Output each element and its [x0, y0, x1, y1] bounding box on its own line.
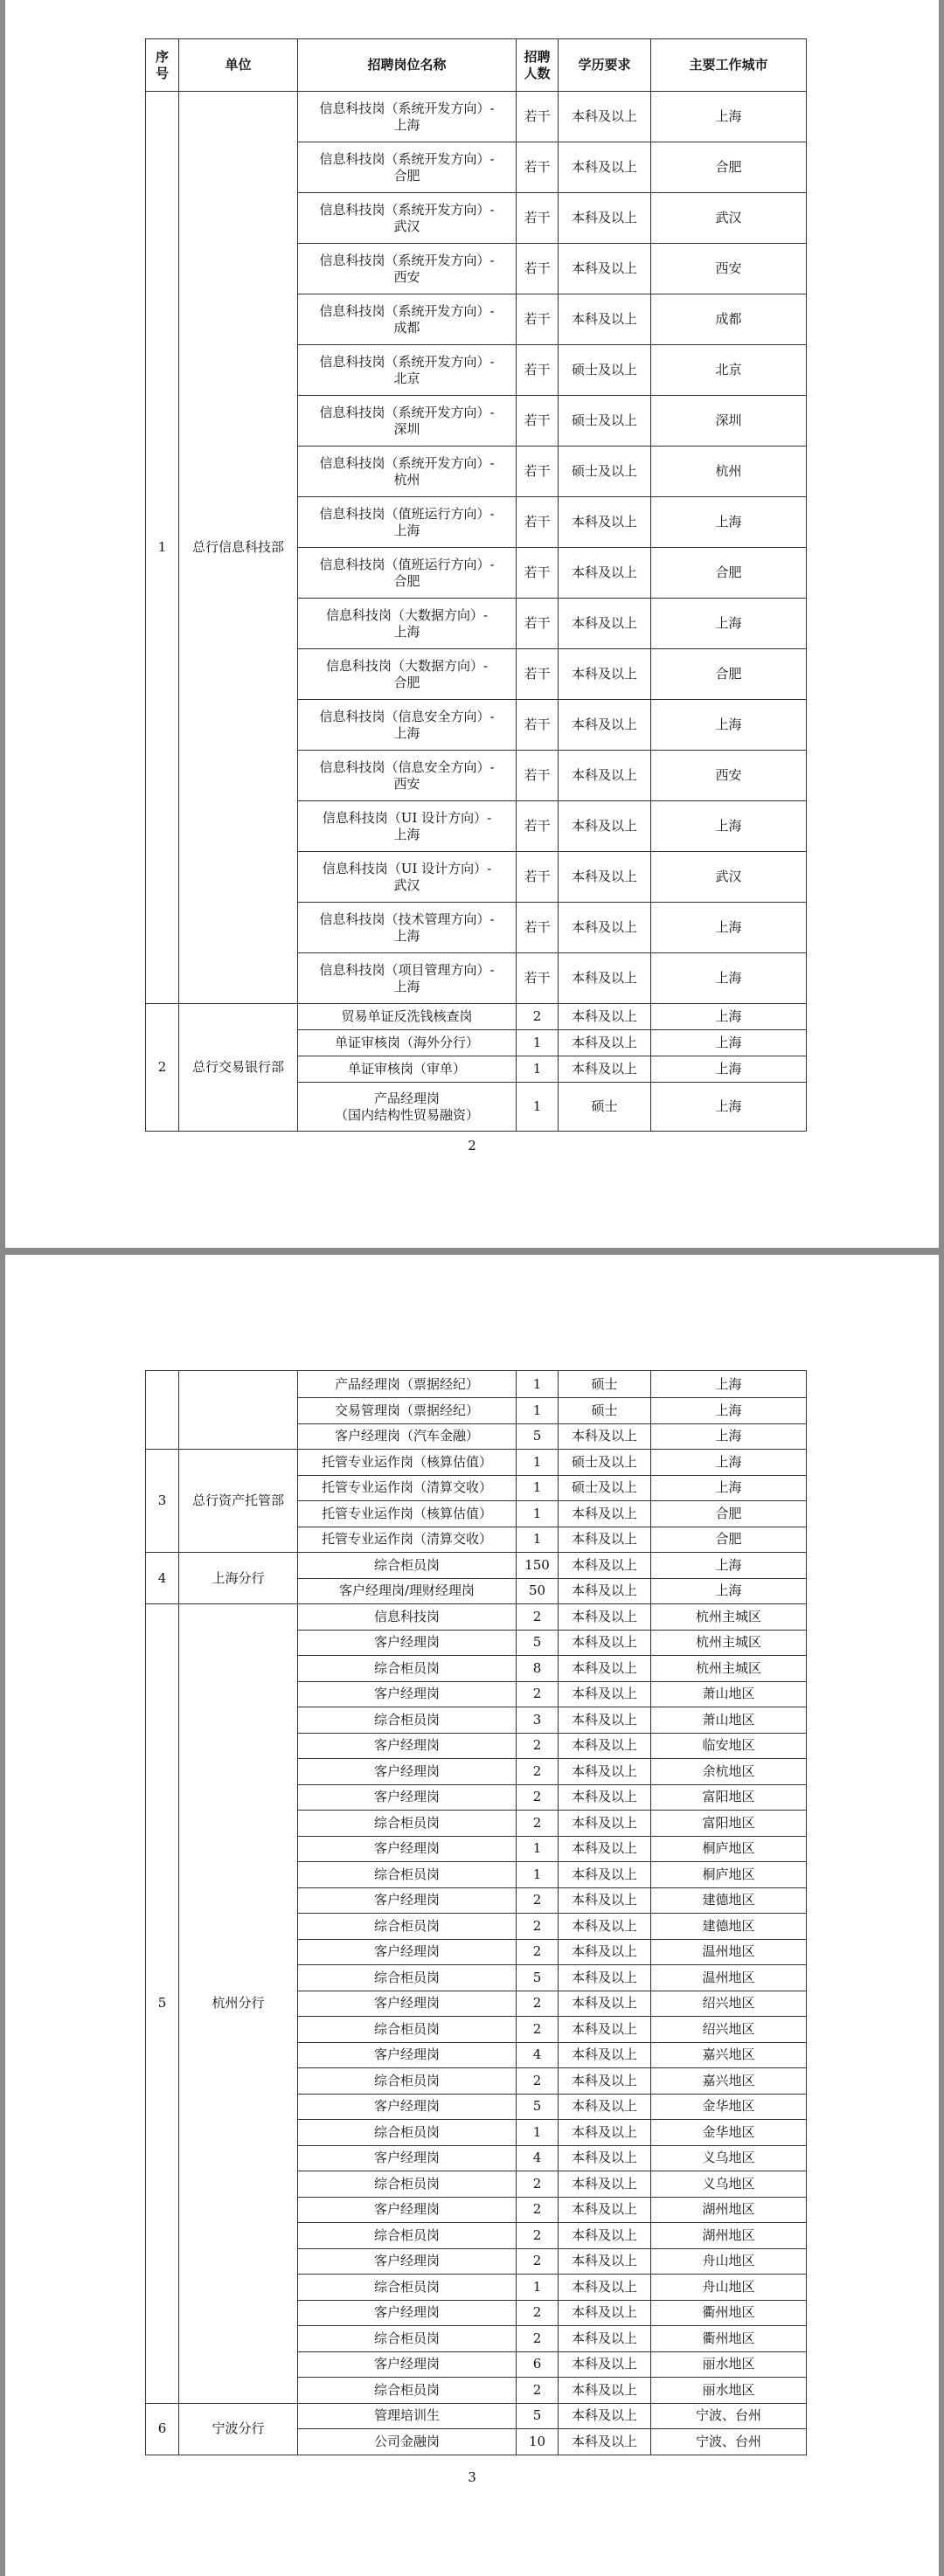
row-unit-name: 总行交易银行部	[179, 1004, 298, 1132]
education-cell: 硕士	[559, 1083, 651, 1132]
city-cell: 杭州主城区	[651, 1630, 807, 1656]
header-no: 序号	[146, 39, 179, 92]
count-cell: 3	[517, 1707, 559, 1734]
city-cell: 上海	[651, 801, 807, 852]
city-cell: 宁波、台州	[651, 2403, 807, 2429]
count-cell: 若干	[517, 953, 559, 1004]
city-cell: 杭州主城区	[651, 1656, 807, 1682]
count-cell: 若干	[517, 92, 559, 142]
education-cell: 本科及以上	[559, 1423, 651, 1450]
education-cell: 本科及以上	[559, 1501, 651, 1527]
row-group-number: 5	[146, 1604, 179, 2404]
city-cell: 温州地区	[651, 1965, 807, 1991]
position-cell: 信息科技岗（值班运行方向）- 上海	[298, 497, 517, 548]
education-cell: 本科及以上	[559, 548, 651, 599]
city-cell: 上海	[651, 953, 807, 1004]
count-cell: 若干	[517, 801, 559, 852]
education-cell: 本科及以上	[559, 2326, 651, 2352]
row-group-number: 2	[146, 1004, 179, 1132]
position-cell: 客户经理岗	[298, 1991, 517, 2017]
page-number: 3	[468, 2469, 476, 2485]
education-cell: 本科及以上	[559, 751, 651, 801]
count-cell: 若干	[517, 649, 559, 700]
position-cell: 信息科技岗（大数据方向）- 合肥	[298, 649, 517, 700]
education-cell: 本科及以上	[559, 1914, 651, 1940]
count-cell: 150	[517, 1553, 559, 1579]
education-cell: 本科及以上	[559, 852, 651, 903]
count-cell: 若干	[517, 193, 559, 244]
table-row	[146, 1553, 807, 1579]
city-cell: 上海	[651, 1450, 807, 1476]
count-cell: 若干	[517, 852, 559, 903]
city-cell: 余杭地区	[651, 1759, 807, 1785]
table-row	[146, 92, 807, 142]
city-cell: 武汉	[651, 193, 807, 244]
position-cell: 综合柜员岗	[298, 2068, 517, 2095]
header-count: 招聘人数	[517, 39, 559, 92]
education-cell: 硕士及以上	[559, 447, 651, 497]
position-cell: 客户经理岗	[298, 1759, 517, 1785]
table-row	[146, 1371, 807, 1398]
education-cell: 本科及以上	[559, 294, 651, 345]
position-cell: 托管专业运作岗（核算估值）	[298, 1501, 517, 1527]
count-cell: 2	[517, 2197, 559, 2223]
education-cell: 本科及以上	[559, 2223, 651, 2249]
city-cell: 合肥	[651, 548, 807, 599]
position-cell: 客户经理岗	[298, 1733, 517, 1759]
city-cell: 桐庐地区	[651, 1862, 807, 1888]
education-cell: 本科及以上	[559, 953, 651, 1004]
count-cell: 2	[517, 1604, 559, 1631]
table-row	[146, 2403, 807, 2429]
education-cell: 本科及以上	[559, 649, 651, 700]
position-cell: 综合柜员岗	[298, 1707, 517, 1734]
count-cell: 2	[517, 1733, 559, 1759]
city-cell: 湖州地区	[651, 2223, 807, 2249]
position-cell: 客户经理岗	[298, 1939, 517, 1965]
education-cell: 本科及以上	[559, 599, 651, 649]
city-cell: 杭州主城区	[651, 1604, 807, 1631]
education-cell: 本科及以上	[559, 2145, 651, 2171]
position-cell: 信息科技岗（系统开发方向）- 西安	[298, 244, 517, 294]
count-cell: 4	[517, 2042, 559, 2068]
count-cell: 若干	[517, 599, 559, 649]
count-cell: 2	[517, 1887, 559, 1914]
education-cell: 本科及以上	[559, 2403, 651, 2429]
education-cell: 硕士及以上	[559, 396, 651, 447]
position-cell: 客户经理岗	[298, 1681, 517, 1707]
position-cell: 综合柜员岗	[298, 1862, 517, 1888]
education-cell: 本科及以上	[559, 2120, 651, 2146]
position-cell: 客户经理岗	[298, 2351, 517, 2378]
education-cell: 本科及以上	[559, 1965, 651, 1991]
education-cell: 本科及以上	[559, 801, 651, 852]
education-cell: 本科及以上	[559, 1811, 651, 1837]
count-cell: 1	[517, 2120, 559, 2146]
position-cell: 综合柜员岗	[298, 2378, 517, 2404]
count-cell: 1	[517, 1030, 559, 1056]
position-cell: 客户经理岗	[298, 2094, 517, 2120]
position-cell: 客户经理岗	[298, 1784, 517, 1811]
education-cell: 本科及以上	[559, 1527, 651, 1553]
count-cell: 2	[517, 2300, 559, 2326]
count-cell: 若干	[517, 345, 559, 396]
position-cell: 综合柜员岗	[298, 2326, 517, 2352]
education-cell: 本科及以上	[559, 1862, 651, 1888]
city-cell: 上海	[651, 1553, 807, 1579]
count-cell: 2	[517, 2068, 559, 2095]
city-cell: 西安	[651, 244, 807, 294]
city-cell: 萧山地区	[651, 1681, 807, 1707]
city-cell: 金华地区	[651, 2120, 807, 2146]
document-page-2	[5, 0, 939, 1248]
position-cell: 单证审核岗（海外分行）	[298, 1030, 517, 1056]
city-cell: 建德地区	[651, 1887, 807, 1914]
city-cell: 上海	[651, 1371, 807, 1398]
education-cell: 本科及以上	[559, 2094, 651, 2120]
row-unit-name: 宁波分行	[179, 2403, 298, 2455]
row-unit-name-continued	[179, 1371, 298, 1450]
education-cell: 本科及以上	[559, 142, 651, 193]
city-cell: 上海	[651, 1004, 807, 1030]
city-cell: 金华地区	[651, 2094, 807, 2120]
education-cell: 本科及以上	[559, 1630, 651, 1656]
count-cell: 5	[517, 1423, 559, 1450]
header-position: 招聘岗位名称	[298, 39, 517, 92]
education-cell: 硕士	[559, 1398, 651, 1424]
city-cell: 萧山地区	[651, 1707, 807, 1734]
count-cell: 5	[517, 1630, 559, 1656]
position-cell: 贸易单证反洗钱核查岗	[298, 1004, 517, 1030]
city-cell: 衢州地区	[651, 2326, 807, 2352]
count-cell: 5	[517, 1965, 559, 1991]
city-cell: 合肥	[651, 649, 807, 700]
position-cell: 交易管理岗（票据经纪）	[298, 1398, 517, 1424]
education-cell: 本科及以上	[559, 2351, 651, 2378]
position-cell: 托管专业运作岗（清算交收）	[298, 1475, 517, 1501]
city-cell: 湖州地区	[651, 2197, 807, 2223]
count-cell: 2	[517, 1914, 559, 1940]
count-cell: 50	[517, 1578, 559, 1604]
education-cell: 本科及以上	[559, 2042, 651, 2068]
position-cell: 产品经理岗 （国内结构性贸易融资）	[298, 1083, 517, 1132]
city-cell: 上海	[651, 1030, 807, 1056]
row-unit-name: 总行资产托管部	[179, 1450, 298, 1553]
row-group-number: 4	[146, 1553, 179, 1604]
position-cell: 信息科技岗（系统开发方向）- 杭州	[298, 447, 517, 497]
count-cell: 1	[517, 1836, 559, 1862]
position-cell: 综合柜员岗	[298, 1553, 517, 1579]
position-cell: 综合柜员岗	[298, 1914, 517, 1940]
position-cell: 综合柜员岗	[298, 1965, 517, 1991]
city-cell: 温州地区	[651, 1939, 807, 1965]
position-cell: 综合柜员岗	[298, 1656, 517, 1682]
education-cell: 本科及以上	[559, 1836, 651, 1862]
city-cell: 绍兴地区	[651, 2017, 807, 2043]
city-cell: 丽水地区	[651, 2378, 807, 2404]
city-cell: 丽水地区	[651, 2351, 807, 2378]
table-row	[146, 1604, 807, 1631]
city-cell: 临安地区	[651, 1733, 807, 1759]
row-unit-name: 杭州分行	[179, 1604, 298, 2404]
count-cell: 2	[517, 1759, 559, 1785]
header-city: 主要工作城市	[651, 39, 807, 92]
position-cell: 信息科技岗（UI 设计方向）- 武汉	[298, 852, 517, 903]
position-cell: 信息科技岗（系统开发方向）- 上海	[298, 92, 517, 142]
position-cell: 客户经理岗	[298, 2042, 517, 2068]
education-cell: 硕士及以上	[559, 345, 651, 396]
count-cell: 1	[517, 1862, 559, 1888]
education-cell: 本科及以上	[559, 1733, 651, 1759]
position-cell: 信息科技岗（信息安全方向）- 上海	[298, 700, 517, 751]
education-cell: 本科及以上	[559, 2017, 651, 2043]
count-cell: 5	[517, 2094, 559, 2120]
city-cell: 富阳地区	[651, 1811, 807, 1837]
recruitment-table-page-3	[145, 1370, 807, 2455]
education-cell: 本科及以上	[559, 2300, 651, 2326]
city-cell: 上海	[651, 1083, 807, 1132]
position-cell: 客户经理岗	[298, 2145, 517, 2171]
count-cell: 若干	[517, 294, 559, 345]
city-cell: 富阳地区	[651, 1784, 807, 1811]
position-cell: 单证审核岗（审单）	[298, 1056, 517, 1083]
count-cell: 若干	[517, 447, 559, 497]
city-cell: 北京	[651, 345, 807, 396]
city-cell: 成都	[651, 294, 807, 345]
count-cell: 1	[517, 1371, 559, 1398]
count-cell: 2	[517, 2171, 559, 2198]
education-cell: 本科及以上	[559, 1056, 651, 1083]
count-cell: 若干	[517, 700, 559, 751]
city-cell: 上海	[651, 700, 807, 751]
education-cell: 本科及以上	[559, 1578, 651, 1604]
education-cell: 硕士	[559, 1371, 651, 1398]
education-cell: 本科及以上	[559, 244, 651, 294]
count-cell: 5	[517, 2403, 559, 2429]
position-cell: 信息科技岗（项目管理方向）- 上海	[298, 953, 517, 1004]
education-cell: 本科及以上	[559, 1553, 651, 1579]
city-cell: 上海	[651, 1423, 807, 1450]
table-row	[146, 1450, 807, 1476]
education-cell: 本科及以上	[559, 193, 651, 244]
education-cell: 本科及以上	[559, 497, 651, 548]
row-group-number-continued	[146, 1371, 179, 1450]
table-header-row	[146, 39, 807, 92]
position-cell: 产品经理岗（票据经纪）	[298, 1371, 517, 1398]
position-cell: 综合柜员岗	[298, 2017, 517, 2043]
city-cell: 桐庐地区	[651, 1836, 807, 1862]
education-cell: 本科及以上	[559, 1784, 651, 1811]
count-cell: 1	[517, 1475, 559, 1501]
city-cell: 义乌地区	[651, 2171, 807, 2198]
city-cell: 上海	[651, 1475, 807, 1501]
city-cell: 上海	[651, 1056, 807, 1083]
position-cell: 客户经理岗	[298, 1887, 517, 1914]
position-cell: 信息科技岗（技术管理方向）- 上海	[298, 903, 517, 953]
education-cell: 本科及以上	[559, 1887, 651, 1914]
city-cell: 嘉兴地区	[651, 2068, 807, 2095]
position-cell: 客户经理岗	[298, 2197, 517, 2223]
count-cell: 10	[517, 2429, 559, 2455]
count-cell: 2	[517, 2326, 559, 2352]
city-cell: 合肥	[651, 1501, 807, 1527]
education-cell: 本科及以上	[559, 1030, 651, 1056]
row-unit-name: 总行信息科技部	[179, 92, 298, 1004]
city-cell: 舟山地区	[651, 2248, 807, 2275]
count-cell: 1	[517, 1083, 559, 1132]
position-cell: 综合柜员岗	[298, 2120, 517, 2146]
count-cell: 若干	[517, 548, 559, 599]
count-cell: 2	[517, 1811, 559, 1837]
count-cell: 若干	[517, 751, 559, 801]
row-group-number: 6	[146, 2403, 179, 2455]
position-cell: 信息科技岗（系统开发方向）- 成都	[298, 294, 517, 345]
count-cell: 若干	[517, 244, 559, 294]
header-education: 学历要求	[559, 39, 651, 92]
position-cell: 客户经理岗	[298, 1836, 517, 1862]
position-cell: 托管专业运作岗（核算估值）	[298, 1450, 517, 1476]
education-cell: 本科及以上	[559, 1991, 651, 2017]
education-cell: 本科及以上	[559, 2275, 651, 2301]
city-cell: 深圳	[651, 396, 807, 447]
count-cell: 1	[517, 1527, 559, 1553]
position-cell: 信息科技岗（系统开发方向）- 深圳	[298, 396, 517, 447]
education-cell: 本科及以上	[559, 1656, 651, 1682]
count-cell: 2	[517, 1784, 559, 1811]
city-cell: 合肥	[651, 1527, 807, 1553]
education-cell: 本科及以上	[559, 1681, 651, 1707]
position-cell: 客户经理岗	[298, 2300, 517, 2326]
education-cell: 本科及以上	[559, 2429, 651, 2455]
document-page-3	[5, 1255, 939, 2576]
row-group-number: 1	[146, 92, 179, 1004]
count-cell: 若干	[517, 142, 559, 193]
city-cell: 建德地区	[651, 1914, 807, 1940]
position-cell: 客户经理岗/理财经理岗	[298, 1578, 517, 1604]
education-cell: 本科及以上	[559, 1707, 651, 1734]
city-cell: 合肥	[651, 142, 807, 193]
city-cell: 衢州地区	[651, 2300, 807, 2326]
row-unit-name: 上海分行	[179, 1553, 298, 1604]
count-cell: 2	[517, 1991, 559, 2017]
education-cell: 本科及以上	[559, 2068, 651, 2095]
city-cell: 上海	[651, 1398, 807, 1424]
count-cell: 2	[517, 2223, 559, 2249]
city-cell: 上海	[651, 92, 807, 142]
position-cell: 信息科技岗（系统开发方向）- 武汉	[298, 193, 517, 244]
education-cell: 本科及以上	[559, 2378, 651, 2404]
city-cell: 上海	[651, 903, 807, 953]
education-cell: 本科及以上	[559, 92, 651, 142]
count-cell: 8	[517, 1656, 559, 1682]
position-cell: 客户经理岗	[298, 1630, 517, 1656]
city-cell: 舟山地区	[651, 2275, 807, 2301]
position-cell: 信息科技岗（UI 设计方向）- 上海	[298, 801, 517, 852]
position-cell: 综合柜员岗	[298, 2171, 517, 2198]
count-cell: 若干	[517, 903, 559, 953]
education-cell: 本科及以上	[559, 1604, 651, 1631]
city-cell: 西安	[651, 751, 807, 801]
count-cell: 2	[517, 2378, 559, 2404]
count-cell: 1	[517, 2275, 559, 2301]
city-cell: 宁波、台州	[651, 2429, 807, 2455]
count-cell: 1	[517, 1398, 559, 1424]
city-cell: 义乌地区	[651, 2145, 807, 2171]
count-cell: 2	[517, 1681, 559, 1707]
position-cell: 信息科技岗（大数据方向）- 上海	[298, 599, 517, 649]
position-cell: 信息科技岗（信息安全方向）- 西安	[298, 751, 517, 801]
count-cell: 1	[517, 1450, 559, 1476]
education-cell: 本科及以上	[559, 903, 651, 953]
position-cell: 客户经理岗	[298, 2248, 517, 2275]
count-cell: 若干	[517, 497, 559, 548]
position-cell: 综合柜员岗	[298, 2275, 517, 2301]
education-cell: 硕士及以上	[559, 1450, 651, 1476]
city-cell: 上海	[651, 599, 807, 649]
city-cell: 武汉	[651, 852, 807, 903]
count-cell: 4	[517, 2145, 559, 2171]
city-cell: 嘉兴地区	[651, 2042, 807, 2068]
position-cell: 综合柜员岗	[298, 1811, 517, 1837]
education-cell: 本科及以上	[559, 2248, 651, 2275]
count-cell: 1	[517, 1501, 559, 1527]
count-cell: 2	[517, 1939, 559, 1965]
position-cell: 信息科技岗（系统开发方向）- 合肥	[298, 142, 517, 193]
recruitment-table-page-2	[145, 38, 807, 1132]
education-cell: 本科及以上	[559, 2171, 651, 2198]
position-cell: 客户经理岗（汽车金融）	[298, 1423, 517, 1450]
position-cell: 管理培训生	[298, 2403, 517, 2429]
city-cell: 上海	[651, 497, 807, 548]
position-cell: 综合柜员岗	[298, 2223, 517, 2249]
education-cell: 本科及以上	[559, 1939, 651, 1965]
position-cell: 信息科技岗（值班运行方向）- 合肥	[298, 548, 517, 599]
count-cell: 2	[517, 2248, 559, 2275]
position-cell: 信息科技岗	[298, 1604, 517, 1631]
page-number: 2	[468, 1138, 476, 1153]
position-cell: 信息科技岗（系统开发方向）- 北京	[298, 345, 517, 396]
position-cell: 公司金融岗	[298, 2429, 517, 2455]
row-group-number: 3	[146, 1450, 179, 1553]
city-cell: 杭州	[651, 447, 807, 497]
count-cell: 若干	[517, 396, 559, 447]
header-unit: 单位	[179, 39, 298, 92]
count-cell: 2	[517, 1004, 559, 1030]
education-cell: 本科及以上	[559, 1759, 651, 1785]
education-cell: 本科及以上	[559, 700, 651, 751]
education-cell: 本科及以上	[559, 2197, 651, 2223]
city-cell: 上海	[651, 1578, 807, 1604]
count-cell: 6	[517, 2351, 559, 2378]
count-cell: 1	[517, 1056, 559, 1083]
count-cell: 2	[517, 2017, 559, 2043]
position-cell: 托管专业运作岗（清算交收）	[298, 1527, 517, 1553]
education-cell: 本科及以上	[559, 1004, 651, 1030]
education-cell: 硕士及以上	[559, 1475, 651, 1501]
table-row	[146, 1004, 807, 1030]
city-cell: 绍兴地区	[651, 1991, 807, 2017]
